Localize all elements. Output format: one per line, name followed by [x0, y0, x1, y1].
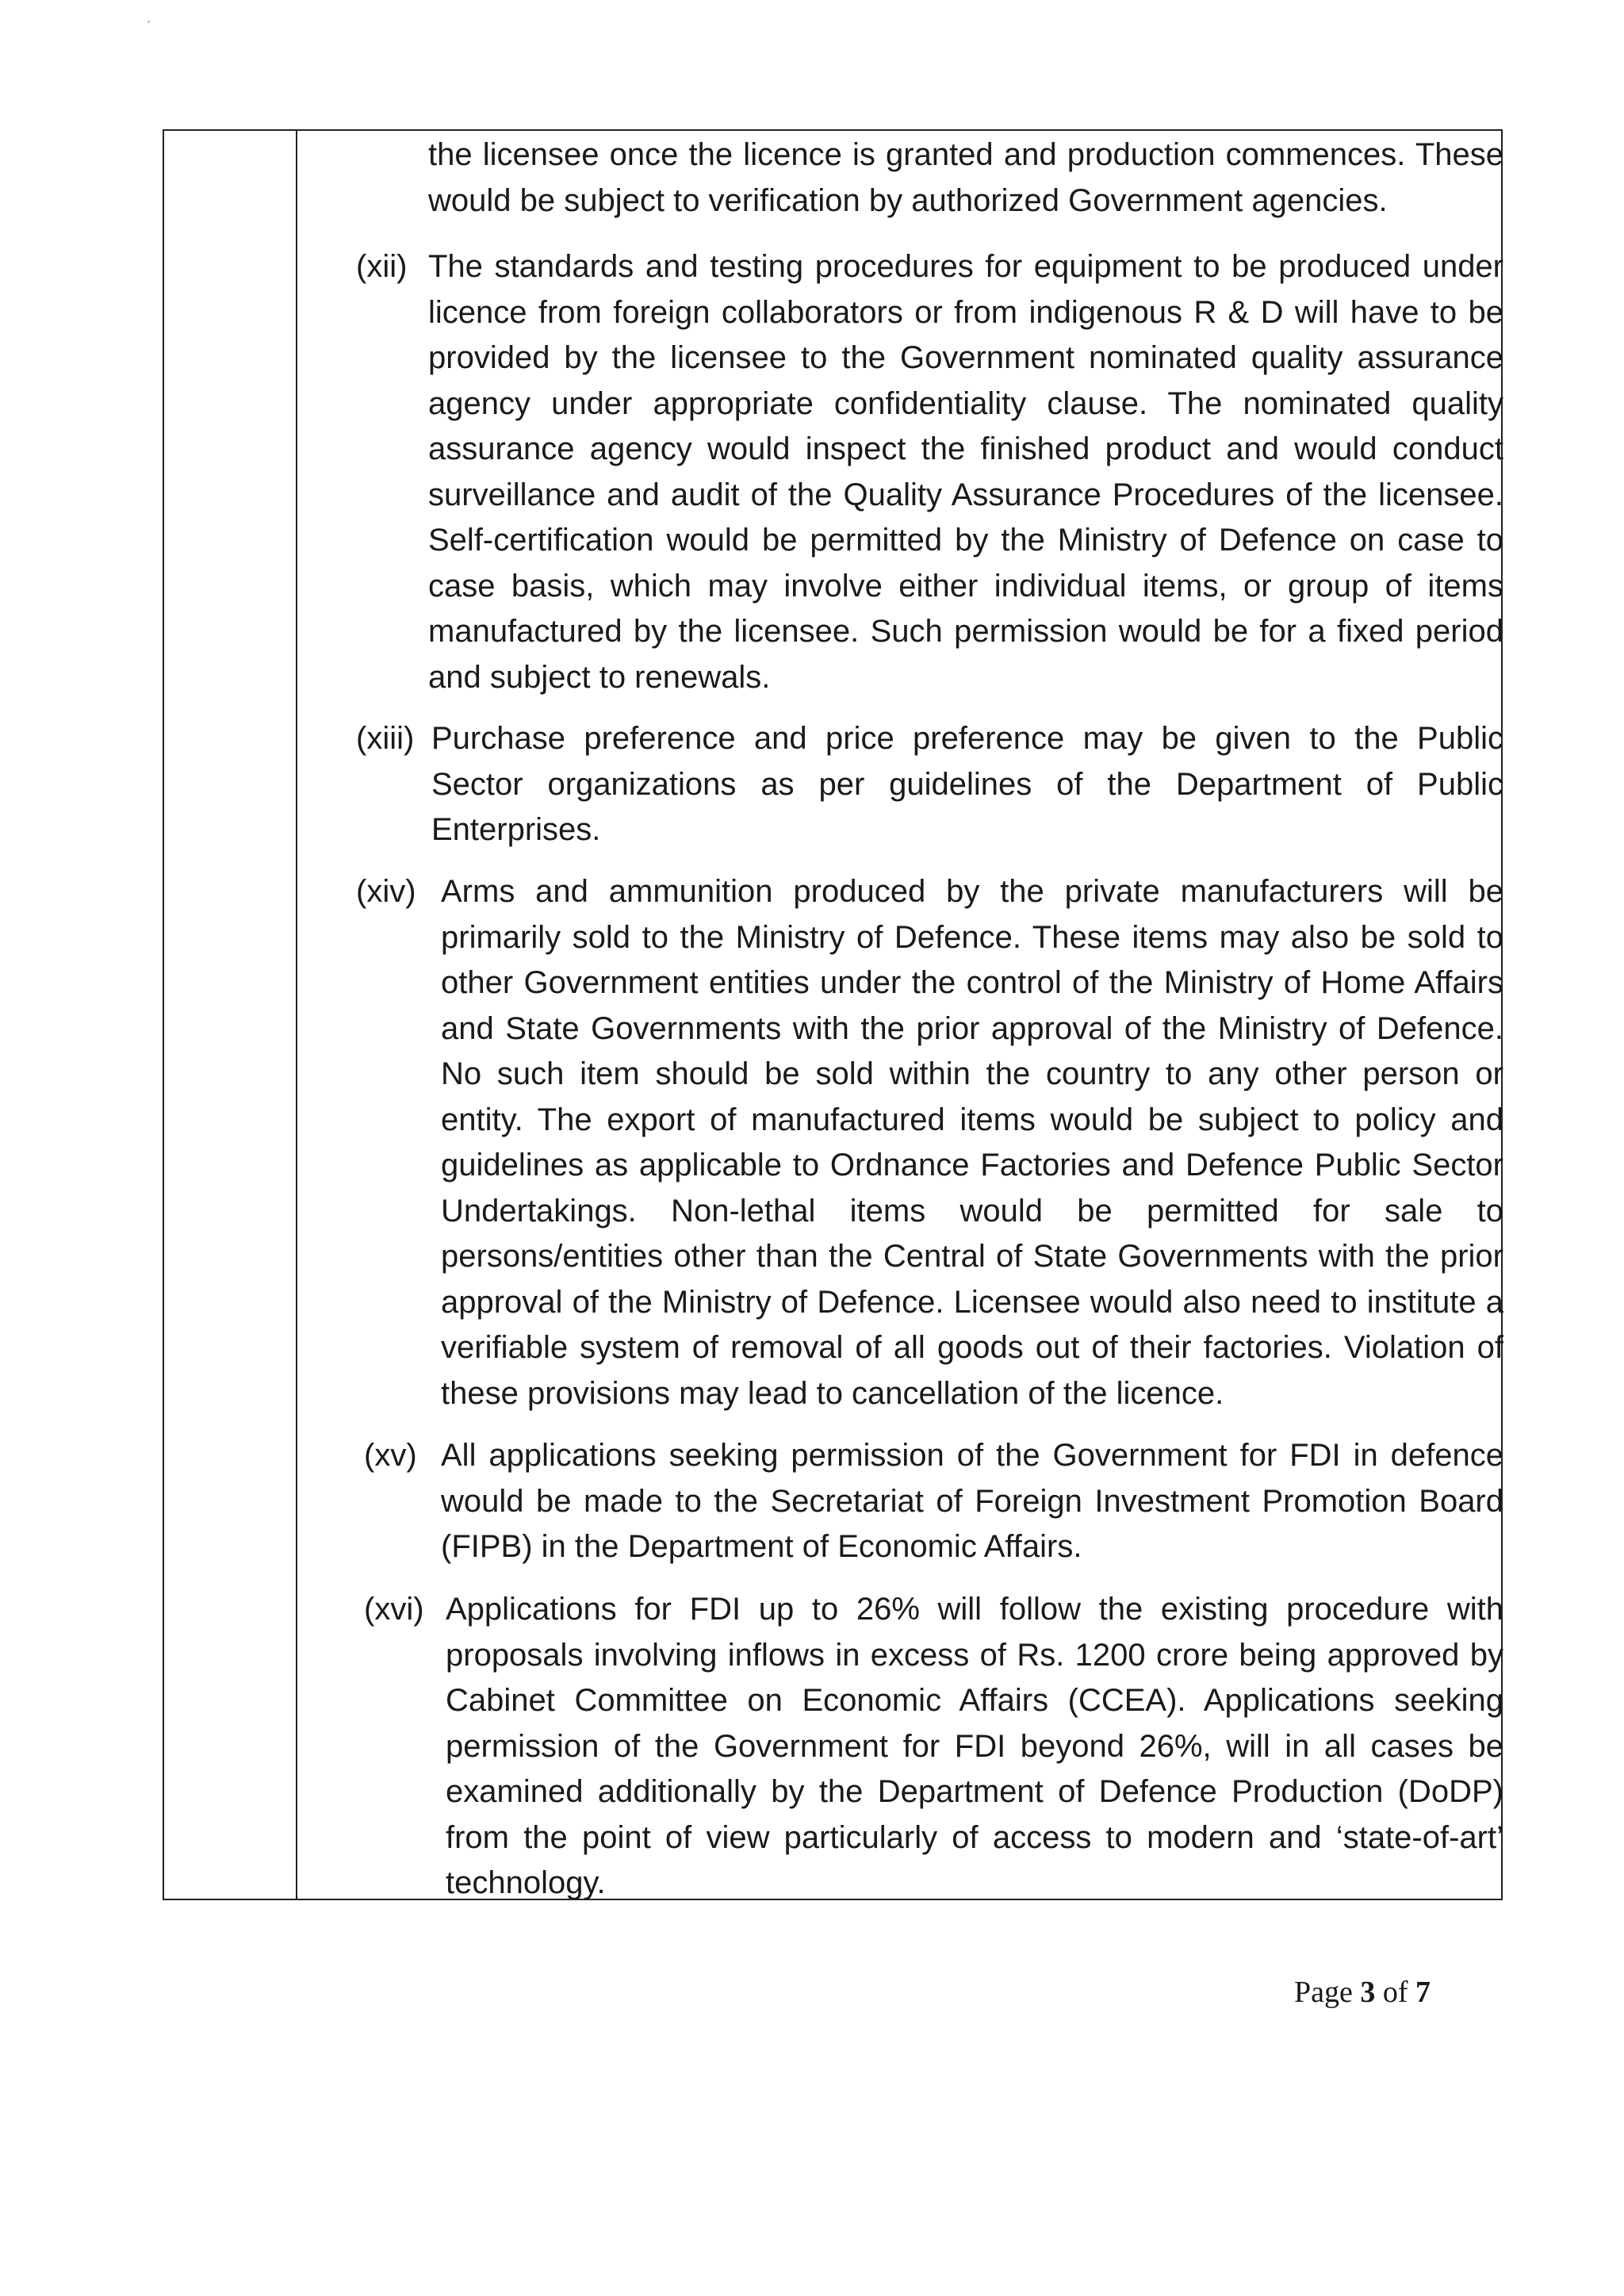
total-pages: 7 [1415, 1976, 1431, 2009]
item-number-xii: (xii) [356, 249, 408, 284]
of-word: of [1382, 1976, 1408, 2009]
page-word: Page [1294, 1976, 1353, 2009]
right-column [297, 131, 1501, 1899]
item-text-xii: The standards and testing procedures for equipment to be produced under licence from foreign collaborators or from indigenous R & D will have to be provided by the licensee to the Government nominated quality assurance agency under appropriate confidentiality clause. The nominated quality assurance agency would inspect the finished product and would conduct surveillance and audit of the Quality Assurance Procedures of the licensee. Self-certification would be permitted by the Ministry of Defence on case to case basis, which may involve either individual items, or group of items manufactured by the licensee. Such permission would be for a fixed period and subject to renewals. [428, 249, 1503, 695]
item-text-xiii: Purchase preference and price preference may be given to the Public Sector organizations as per guidelines of the Department of Public Enterprises. [431, 721, 1503, 847]
item-number-xv: (xv) [364, 1438, 417, 1473]
content-table [163, 129, 1503, 1900]
item-number-xvi: (xvi) [364, 1592, 424, 1627]
left-column [164, 131, 297, 1899]
item-text-xiv: Arms and ammunition produced by the private manufacturers will be primarily sold to the Ministry of Defence. These items may also be sold to other Government entities under the control of the Ministry of Home Affairs and State Governments with the prior approval of the Ministry of Defence. No such item should be sold within the country to any other person or entity. The export of manufactured items would be subject to policy and guidelines as applicable to Ordnance Factories and Defence Public Sector Undertakings. Non-lethal items would be permitted for sale to persons/entities other than the Central of State Governments with the prior approval of the Ministry of Defence. Licensee would also need to institute a verifiable system of removal of all goods out of their factories. Violation of these provisions may lead to cancellation of the licence. [441, 874, 1503, 1411]
current-page: 3 [1360, 1976, 1376, 2009]
item-text-xvi: Applications for FDI up to 26% will follow the existing procedure with proposals involving inflows in excess of Rs. 1200 crore being approved by Cabinet Committee on Economic Affairs (CCEA). Applications seeking permission of the Government for FDI beyond 26%, will in all cases be examined additionally by the Department of Defence Production (DoDP) from the point of view particularly of access to modern and ‘state-of-art’ technology. [446, 1592, 1503, 1900]
item-text-xv: All applications seeking permission of the Government for FDI in defence would be made to the Secretariat of Foreign Investment Promotion Board (FIPB) in the Department of Economic Affairs. [441, 1438, 1503, 1564]
page-number [1294, 1975, 1431, 2010]
item-number-xiii: (xiii) [356, 721, 415, 756]
continuation-paragraph: the licensee once the licence is granted and production commences. These would be subject to verification by authorized Government agencies. [428, 137, 1503, 218]
item-number-xiv: (xiv) [356, 874, 416, 909]
scan-speck [147, 21, 150, 23]
